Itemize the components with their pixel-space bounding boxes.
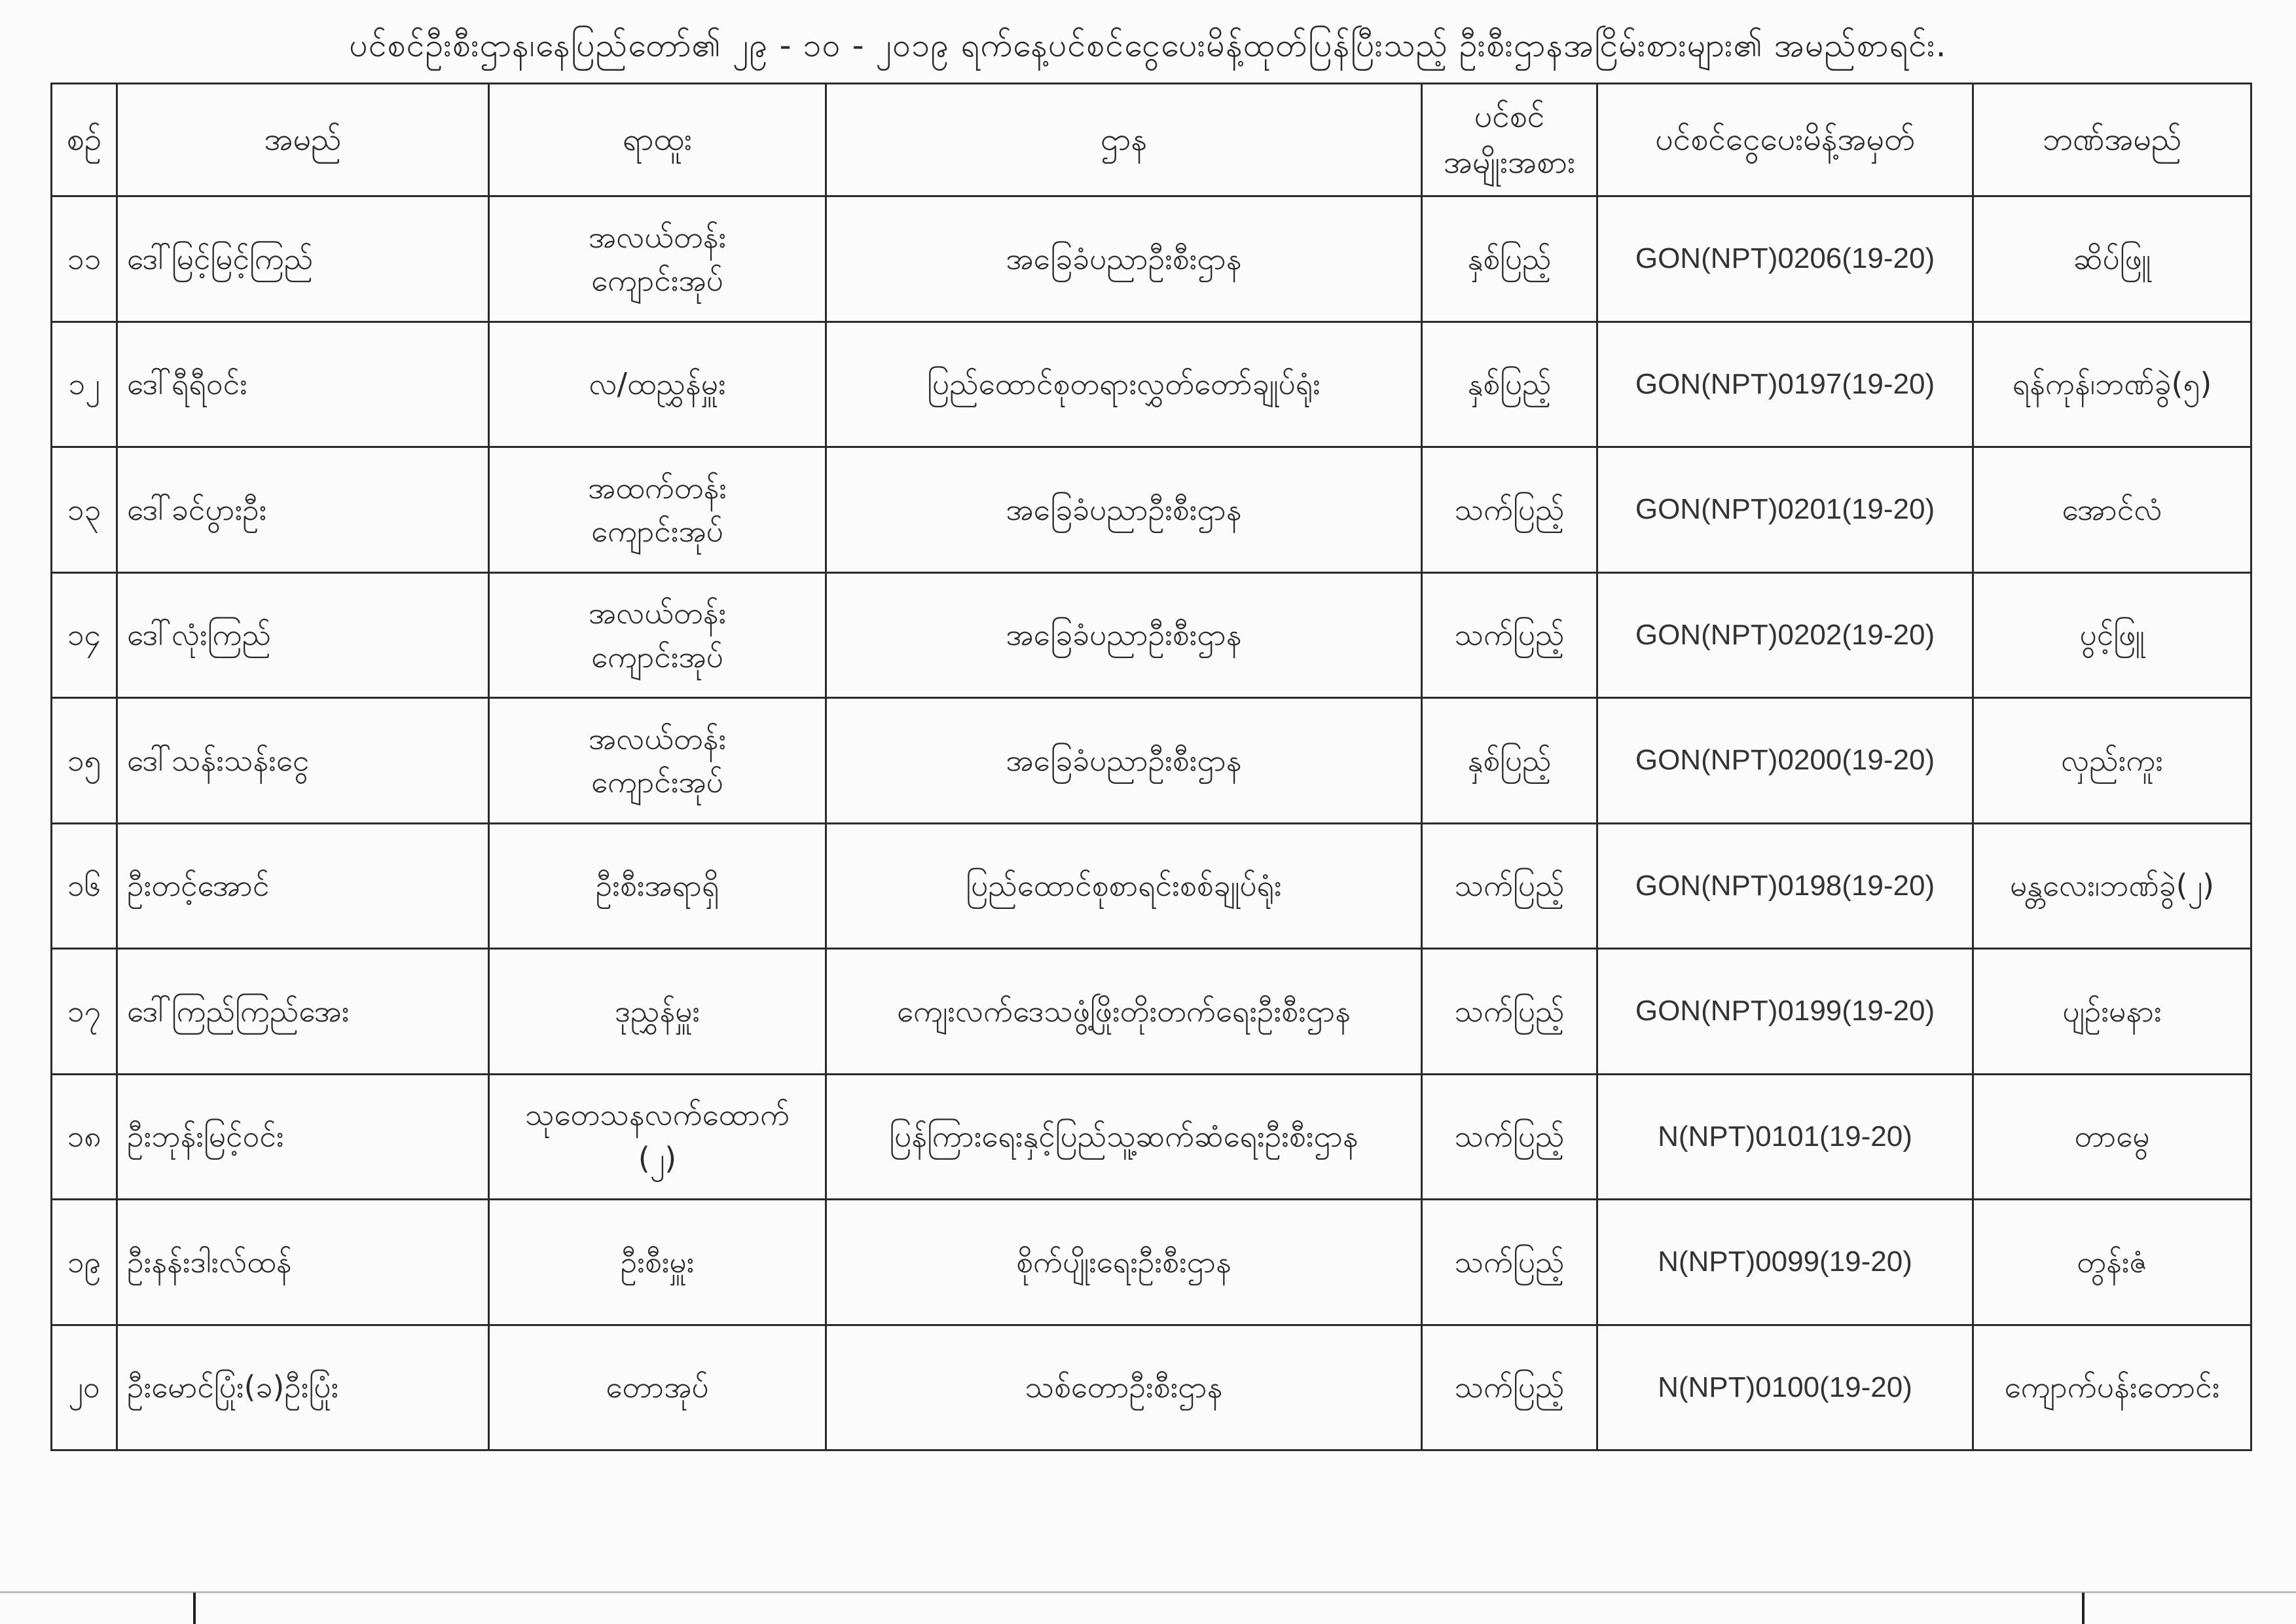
cell-serial: ၂၀	[52, 1325, 117, 1450]
cell-rank: ဦးစီးမှူး	[489, 1200, 826, 1325]
cell-order-number: GON(NPT)0197(19-20)	[1597, 322, 1973, 447]
cell-order-number: GON(NPT)0199(19-20)	[1597, 949, 1973, 1075]
cell-pension-type: နှစ်ပြည့်	[1422, 322, 1597, 447]
cell-rank: အထက်တန်း ကျောင်းအုပ်	[489, 447, 826, 573]
cell-rank: အလယ်တန်း ကျောင်းအုပ်	[489, 698, 826, 824]
cell-bank: ဆိပ်ဖြူ	[1973, 196, 2251, 322]
cell-pension-type: နှစ်ပြည့်	[1422, 196, 1597, 322]
cell-serial: ၁၆	[52, 823, 117, 949]
cell-order-number: GON(NPT)0198(19-20)	[1597, 823, 1973, 949]
cell-rank: သုတေသနလက်ထောက် (၂)	[489, 1074, 826, 1200]
cell-serial: ၁၅	[52, 698, 117, 824]
bottom-fold-line	[0, 1591, 2296, 1593]
table-body	[52, 196, 2251, 1450]
cell-rank: အလယ်တန်း ကျောင်းအုပ်	[489, 196, 826, 322]
cell-bank: ကျောက်ပန်းတောင်း	[1973, 1325, 2251, 1450]
cell-name: ဒေါ်မြင့်မြင့်ကြည်	[117, 196, 489, 322]
cell-pension-type: နှစ်ပြည့်	[1422, 698, 1597, 824]
cell-pension-type: သက်ပြည့်	[1422, 1200, 1597, 1325]
cell-order-number: N(NPT)0101(19-20)	[1597, 1074, 1973, 1200]
cell-pension-type: သက်ပြည့်	[1422, 823, 1597, 949]
cell-bank: ပွင့်ဖြူ	[1973, 572, 2251, 698]
cell-department: အခြေခံပညာဦးစီးဌာန	[826, 572, 1422, 698]
header-department: ဌာန	[826, 84, 1422, 196]
table-row	[52, 1074, 2251, 1200]
cell-pension-type: သက်ပြည့်	[1422, 949, 1597, 1075]
header-serial: စဉ်	[52, 84, 117, 196]
cell-order-number: GON(NPT)0201(19-20)	[1597, 447, 1973, 573]
cell-bank: ရန်ကုန်၊ဘဏ်ခွဲ(၅)	[1973, 322, 2251, 447]
cell-name: ဦးနန်းဒါးလ်ထန်	[117, 1200, 489, 1325]
cell-rank: အလယ်တန်း ကျောင်းအုပ်	[489, 572, 826, 698]
document-title: ပင်စင်ဦးစီးဌာန၊နေပြည်တော်၏ ၂၉ - ၁၀ - ၂၀၁၉ ရက်နေ့ပင်စင်ငွေပေးမိန့်ထုတ်ပြန်ပြီးသည့် ဦးစီးဌာနအငြိမ်းစားများ၏ အမည်စာရင်း.	[349, 26, 1947, 64]
cell-serial: ၁၁	[52, 196, 117, 322]
table-row	[52, 823, 2251, 949]
cell-serial: ၁၃	[52, 447, 117, 573]
header-bank: ဘဏ်အမည်	[1973, 84, 2251, 196]
cell-pension-type: သက်ပြည့်	[1422, 1074, 1597, 1200]
header-pension-type: ပင်စင် အမျိုးအစား	[1422, 84, 1597, 196]
cell-bank: ပျဉ်းမနား	[1973, 949, 2251, 1075]
table-header	[52, 84, 2251, 196]
header-rank: ရာထူး	[489, 84, 826, 196]
cell-order-number: N(NPT)0100(19-20)	[1597, 1325, 1973, 1450]
cell-department: ပြည်ထောင်စုစာရင်းစစ်ချုပ်ရုံး	[826, 823, 1422, 949]
table-row	[52, 447, 2251, 573]
cell-bank: တာမွေ	[1973, 1074, 2251, 1200]
cell-department: ကျေးလက်ဒေသဖွံ့ဖြိုးတိုးတက်ရေးဦးစီးဌာန	[826, 949, 1422, 1075]
table-row	[52, 572, 2251, 698]
cell-serial: ၁၉	[52, 1200, 117, 1325]
cell-department: စိုက်ပျိုးရေးဦးစီးဌာန	[826, 1200, 1422, 1325]
cell-serial: ၁၈	[52, 1074, 117, 1200]
bottom-tick-left	[193, 1593, 196, 1624]
cell-bank: တွန်းဇံ	[1973, 1200, 2251, 1325]
cell-order-number: N(NPT)0099(19-20)	[1597, 1200, 1973, 1325]
cell-name: ဒေါ်ခင်ပွားဦး	[117, 447, 489, 573]
cell-name: ဦးမောင်ပြုံး(ခ)ဦးပြုံး	[117, 1325, 489, 1450]
cell-serial: ၁၇	[52, 949, 117, 1075]
cell-name: ဒေါ်ကြည်ကြည်အေး	[117, 949, 489, 1075]
cell-department: အခြေခံပညာဦးစီးဌာန	[826, 698, 1422, 824]
cell-name: ဒေါ်သန်းသန်းငွေ	[117, 698, 489, 824]
cell-rank: လ/ထညွှန်မှူး	[489, 322, 826, 447]
cell-serial: ၁၄	[52, 572, 117, 698]
cell-order-number: GON(NPT)0202(19-20)	[1597, 572, 1973, 698]
header-name: အမည်	[117, 84, 489, 196]
cell-department: အခြေခံပညာဦးစီးဌာန	[826, 196, 1422, 322]
cell-bank: လှည်းကူး	[1973, 698, 2251, 824]
table-row	[52, 322, 2251, 447]
table-row	[52, 698, 2251, 824]
cell-department: ပြန်ကြားရေးနှင့်ပြည်သူ့ဆက်ဆံရေးဦးစီးဌာန	[826, 1074, 1422, 1200]
bottom-tick-right	[2082, 1593, 2085, 1624]
cell-department: ပြည်ထောင်စုတရားလွှတ်တော်ချုပ်ရုံး	[826, 322, 1422, 447]
cell-order-number: GON(NPT)0206(19-20)	[1597, 196, 1973, 322]
cell-pension-type: သက်ပြည့်	[1422, 1325, 1597, 1450]
pension-table	[50, 83, 2252, 1451]
cell-pension-type: သက်ပြည့်	[1422, 447, 1597, 573]
cell-department: အခြေခံပညာဦးစီးဌာန	[826, 447, 1422, 573]
cell-bank: မန္တလေး၊ဘဏ်ခွဲ(၂)	[1973, 823, 2251, 949]
cell-name: ဦးတင့်အောင်	[117, 823, 489, 949]
cell-rank: တောအုပ်	[489, 1325, 826, 1450]
table-row	[52, 1325, 2251, 1450]
cell-serial: ၁၂	[52, 322, 117, 447]
table-row	[52, 949, 2251, 1075]
table-row	[52, 196, 2251, 322]
cell-order-number: GON(NPT)0200(19-20)	[1597, 698, 1973, 824]
table-row	[52, 1200, 2251, 1325]
cell-name: ဒေါ်ရီရီဝင်း	[117, 322, 489, 447]
cell-pension-type: သက်ပြည့်	[1422, 572, 1597, 698]
cell-department: သစ်တောဦးစီးဌာန	[826, 1325, 1422, 1450]
cell-bank: အောင်လံ	[1973, 447, 2251, 573]
cell-name: ဒေါ်လုံးကြည်	[117, 572, 489, 698]
cell-rank: ဒုညွှန်မှူး	[489, 949, 826, 1075]
cell-name: ဦးဘုန်းမြင့်ဝင်း	[117, 1074, 489, 1200]
header-order-number: ပင်စင်ငွေပေးမိန့်အမှတ်	[1597, 84, 1973, 196]
cell-rank: ဦးစီးအရာရှိ	[489, 823, 826, 949]
